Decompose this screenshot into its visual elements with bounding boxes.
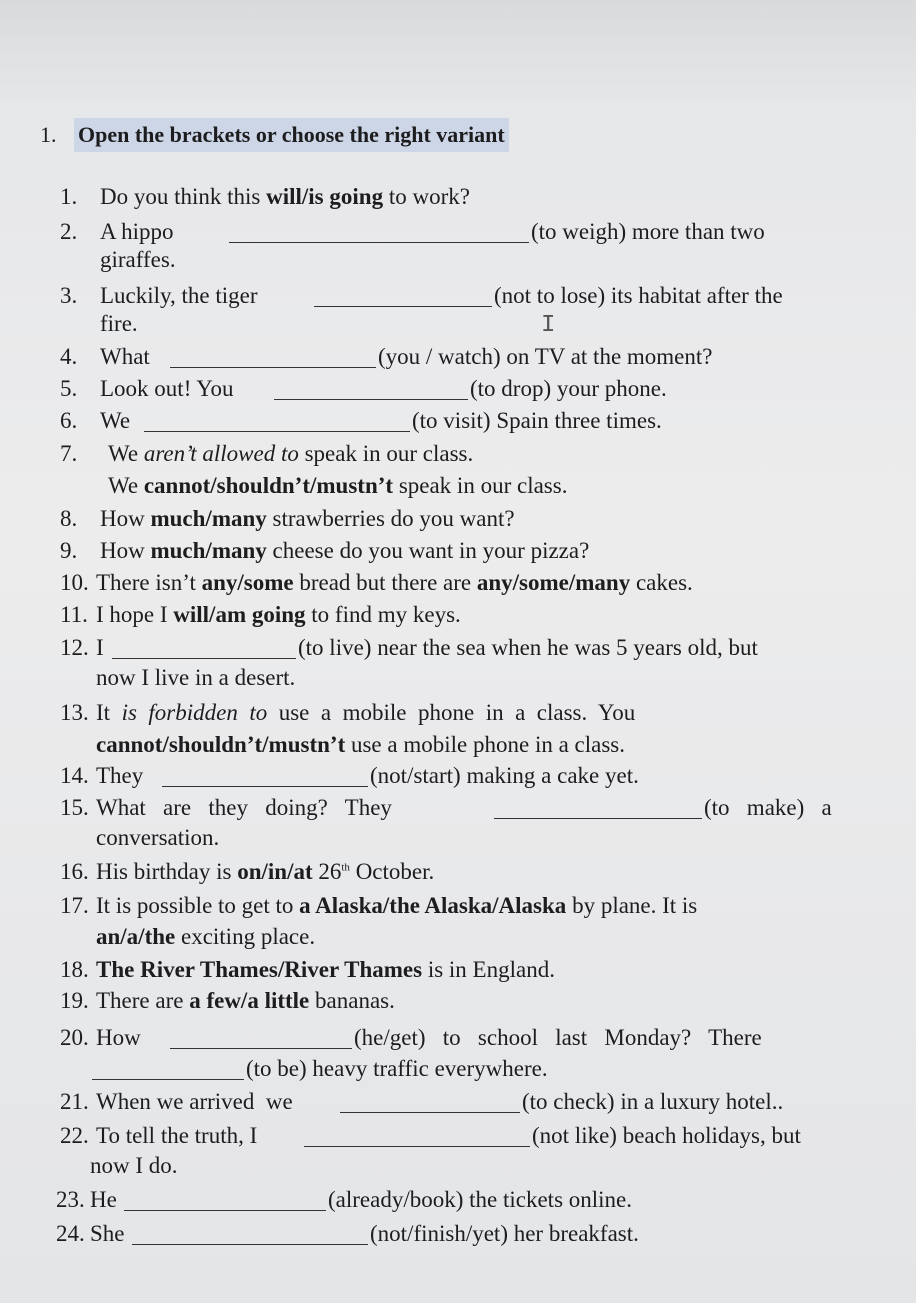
item-number: 1. <box>60 184 78 209</box>
item-number: 15. <box>60 795 89 820</box>
choice-options: any/some <box>201 570 294 595</box>
answer-blank[interactable] <box>340 1090 520 1113</box>
text-cursor-icon: I <box>541 312 556 339</box>
answer-blank[interactable] <box>162 764 368 787</box>
choice-options: will/am going <box>173 602 306 627</box>
answer-blank[interactable] <box>144 409 410 432</box>
choice-options: a Alaska/the Alaska/Alaska <box>299 893 567 918</box>
item-number: 13. <box>60 700 89 725</box>
answer-blank[interactable] <box>124 1188 326 1211</box>
item-number: 19. <box>60 988 89 1013</box>
item-number: 2. <box>60 219 78 244</box>
answer-blank[interactable] <box>92 1057 244 1080</box>
item-number: 20. <box>60 1025 89 1050</box>
item-number: 17. <box>60 893 89 918</box>
answer-blank[interactable] <box>170 1026 352 1049</box>
answer-blank[interactable] <box>170 345 376 368</box>
worksheet-page: 1. Open the brackets or choose the right variant 1. Do you think this will/is going to work? 2. A hippo (to weigh) more than two giraffes. 3. Luckily, the tiger (not to lose) its habitat after the fire. I 4. What (you / watch) on TV at the moment? 5. Look out! You (to drop) your phone. 6. We (to visit) Spain three times. 7. We aren’t allowed to speak in our class. We cannot/shouldn’t/mustn’t speak in our class. 8. How much/many strawberries do you want? 9. How much/many cheese do you want in your pizza? 10. There isn’t any/some bread but there are any/some/many cakes. 11. I hope I will/am going to find my keys. 12. I (to live) near the sea when he was 5 years old, but now I live in a desert. 13. It is forbidden to use a mobile phone in a class. You cannot/shouldn’t/mustn’t use a mobile phone in a class. 14. They (not/start) making a cake yet. 15. What are they doing? They (to make) a conversation. 16. His birthday is on/in/at 26th October. 17. It is possible to get to a Alaska/the Alaska/Alaska by plane. It is an/a/the exciting place. 18. The River Thames/River Thames is in England. 19. There are a few/a little bananas. 20. How (he/get) to school last Monday? There (to be) heavy traffic everywhere. 21. When we arrived we (to check) in a luxury hotel.. 22. To tell the truth, I (not like) beach holidays, but now I do. 23. He (already/book) the tickets online. 24. She (not/finish/yet) her breakfast. <box>0 0 916 1303</box>
choice-options: cannot/shouldn’t/mustn’t <box>96 732 346 757</box>
item-number: 22. <box>60 1123 89 1148</box>
item-number: 10. <box>60 570 89 595</box>
answer-blank[interactable] <box>314 284 492 307</box>
choice-options: an/a/the <box>96 924 176 949</box>
choice-options: a few/a little <box>189 988 310 1013</box>
item-number: 9. <box>60 538 78 563</box>
choice-options: will/is going <box>266 184 384 209</box>
choice-options: cannot/shouldn’t/mustn’t <box>143 473 394 498</box>
answer-blank[interactable] <box>112 636 296 659</box>
choice-options: any/some/many <box>476 570 631 595</box>
item-number: 18. <box>60 957 89 982</box>
section-heading <box>40 118 509 152</box>
choice-options: on/in/at <box>237 859 313 884</box>
item-number: 24. <box>56 1221 85 1246</box>
section-title: Open the brackets or choose the right variant <box>74 118 509 152</box>
item-number: 14. <box>60 763 89 788</box>
answer-blank[interactable] <box>132 1222 368 1245</box>
item-number: 16. <box>60 859 89 884</box>
answer-blank[interactable] <box>274 377 468 400</box>
choice-options: much/many <box>150 506 267 531</box>
answer-blank[interactable] <box>229 220 529 243</box>
item-number: 23. <box>56 1187 85 1212</box>
item-number: 3. <box>60 283 78 308</box>
item-number: 21. <box>60 1089 89 1114</box>
item-number: 12. <box>60 635 89 660</box>
answer-blank[interactable] <box>494 796 702 819</box>
answer-blank[interactable] <box>304 1124 530 1147</box>
item-number: 8. <box>60 506 78 531</box>
section-number: 1. <box>40 122 57 147</box>
item-number: 11. <box>60 602 88 627</box>
item-number: 4. <box>60 344 78 369</box>
choice-options: The River Thames/River Thames <box>96 957 423 982</box>
item-number: 6. <box>60 408 78 433</box>
item-number: 5. <box>60 376 78 401</box>
choice-options: much/many <box>150 538 267 563</box>
item-number: 7. <box>60 441 78 466</box>
